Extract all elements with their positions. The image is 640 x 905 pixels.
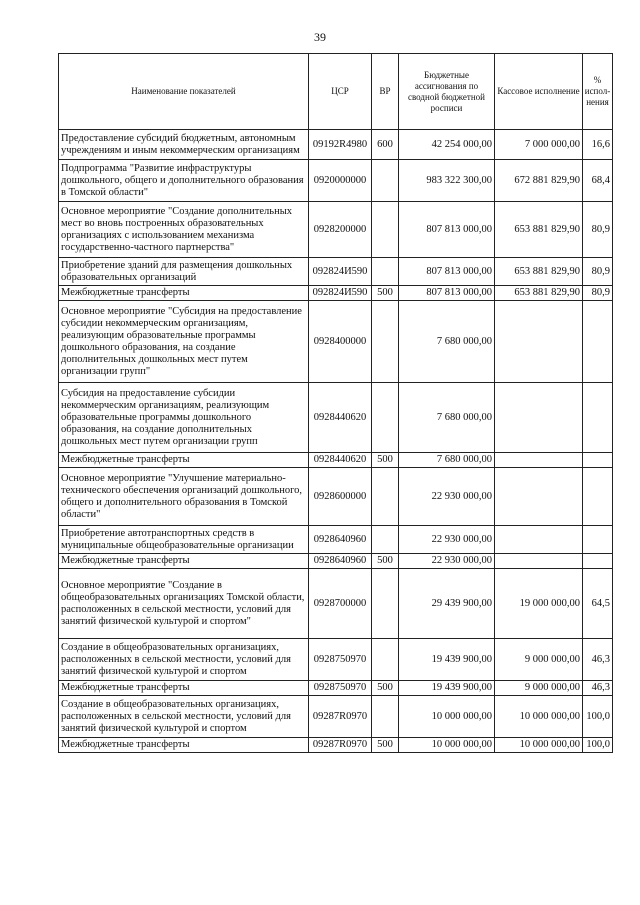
row-name: Создание в общеобразовательных организациях, расположенных в сельской местности, условий для занятий физической культурой и спортом [59,696,309,738]
row-budget: 22 930 000,00 [399,468,495,526]
row-vr [372,639,399,681]
row-budget: 19 439 900,00 [399,639,495,681]
header-budget: Бюджетные ассигнования по сводной бюджетной росписи [399,54,495,130]
table-row [59,468,613,526]
row-budget: 22 930 000,00 [399,526,495,554]
table-row [59,738,613,753]
row-pct: 46,3 [583,681,613,696]
row-cash [495,468,583,526]
row-csr: 0928750970 [309,639,372,681]
row-name: Создание в общеобразовательных организациях, расположенных в сельской местности, условий для занятий физической культурой и спортом [59,639,309,681]
row-pct [583,554,613,569]
table-header-row [59,54,613,130]
row-pct [583,468,613,526]
row-pct: 46,3 [583,639,613,681]
row-name: Основное мероприятие "Субсидия на предоставление субсидии некоммерческим организациям, реализующим образовательные программы дошкольного образования, на создание дополнительных дошкольных мест путем организации групп" [59,301,309,383]
row-name: Межбюджетные трансферты [59,286,309,301]
table-row [59,681,613,696]
row-name: Приобретение автотранспортных средств в муниципальные общеобразовательные организации [59,526,309,554]
header-csr: ЦСР [309,54,372,130]
row-cash: 653 881 829,90 [495,286,583,301]
row-budget: 807 813 000,00 [399,202,495,258]
row-vr [372,301,399,383]
row-name: Основное мероприятие "Улучшение материально-технического обеспечения организаций дошкольного, общего и дополнительного образования в Томской области" [59,468,309,526]
row-csr: 09287R0970 [309,738,372,753]
row-budget: 42 254 000,00 [399,130,495,160]
row-budget: 29 439 900,00 [399,569,495,639]
table-row [59,639,613,681]
row-cash: 672 881 829,90 [495,160,583,202]
row-csr: 0928700000 [309,569,372,639]
row-vr [372,258,399,286]
row-vr: 600 [372,130,399,160]
budget-table [58,53,613,753]
row-name: Основное мероприятие "Создание дополнительных мест во вновь построенных образовательных организациях с использованием механизма государственно-частного партнерства" [59,202,309,258]
row-csr: 09287R0970 [309,696,372,738]
row-csr: 0928440620 [309,383,372,453]
row-name: Межбюджетные трансферты [59,554,309,569]
row-pct: 68,4 [583,160,613,202]
row-pct [583,301,613,383]
row-cash [495,383,583,453]
page-number: 39 [314,30,326,44]
table-row [59,526,613,554]
row-vr [372,696,399,738]
row-vr: 500 [372,681,399,696]
row-pct [583,453,613,468]
row-cash [495,453,583,468]
row-csr: 0928640960 [309,554,372,569]
row-csr: 0928640960 [309,526,372,554]
table-row [59,202,613,258]
row-cash [495,526,583,554]
row-cash: 7 000 000,00 [495,130,583,160]
row-pct [583,383,613,453]
table-row [59,258,613,286]
row-name: Предоставление субсидий бюджетным, автономным учреждениям и иным некоммерческим организациям [59,130,309,160]
table-row [59,554,613,569]
row-budget: 7 680 000,00 [399,383,495,453]
table-row [59,383,613,453]
row-budget: 7 680 000,00 [399,453,495,468]
row-vr [372,202,399,258]
row-csr: 092824И590 [309,286,372,301]
row-budget: 22 930 000,00 [399,554,495,569]
row-name: Межбюджетные трансферты [59,738,309,753]
row-cash: 653 881 829,90 [495,202,583,258]
row-cash: 9 000 000,00 [495,639,583,681]
row-pct [583,526,613,554]
row-budget: 983 322 300,00 [399,160,495,202]
table-row [59,301,613,383]
table-row [59,569,613,639]
row-csr: 0928750970 [309,681,372,696]
row-cash: 10 000 000,00 [495,738,583,753]
row-name: Субсидия на предоставление субсидии некоммерческим организациям, реализующим образовательные программы дошкольного образования, на создание дополнительных дошкольных мест путем организации групп [59,383,309,453]
row-vr: 500 [372,286,399,301]
table-row [59,453,613,468]
row-name: Приобретение зданий для размещения дошкольных образовательных организаций [59,258,309,286]
row-budget: 10 000 000,00 [399,738,495,753]
row-vr: 500 [372,554,399,569]
row-cash [495,301,583,383]
row-pct: 80,9 [583,202,613,258]
row-csr: 0928440620 [309,453,372,468]
table-row [59,130,613,160]
row-budget: 19 439 900,00 [399,681,495,696]
row-name: Основное мероприятие "Создание в общеобразовательных организациях Томской области, расположенных в сельской местности, условий для занятий физической культурой и спортом" [59,569,309,639]
header-name: Наименование показателей [59,54,309,130]
header-vr: ВР [372,54,399,130]
table-row [59,286,613,301]
row-budget: 807 813 000,00 [399,258,495,286]
row-csr: 0928200000 [309,202,372,258]
row-csr: 0920000000 [309,160,372,202]
header-cash: Кассовое исполнение [495,54,583,130]
row-pct: 80,9 [583,258,613,286]
row-vr: 500 [372,453,399,468]
row-csr: 09192R4980 [309,130,372,160]
row-pct: 80,9 [583,286,613,301]
row-csr: 0928400000 [309,301,372,383]
row-csr: 0928600000 [309,468,372,526]
row-vr [372,160,399,202]
row-pct: 16,6 [583,130,613,160]
row-vr [372,569,399,639]
row-cash [495,554,583,569]
row-csr: 092824И590 [309,258,372,286]
row-cash: 10 000 000,00 [495,696,583,738]
table-row [59,160,613,202]
row-name: Межбюджетные трансферты [59,681,309,696]
row-budget: 807 813 000,00 [399,286,495,301]
row-budget: 10 000 000,00 [399,696,495,738]
row-cash: 653 881 829,90 [495,258,583,286]
row-pct: 100,0 [583,738,613,753]
row-name: Подпрограмма "Развитие инфраструктуры дошкольного, общего и дополнительного образования в Томской области" [59,160,309,202]
row-vr [372,468,399,526]
row-pct: 100,0 [583,696,613,738]
row-cash: 9 000 000,00 [495,681,583,696]
row-budget: 7 680 000,00 [399,301,495,383]
row-vr: 500 [372,738,399,753]
table-row [59,696,613,738]
header-pct: % испол-нения [583,54,613,130]
row-vr [372,526,399,554]
row-name: Межбюджетные трансферты [59,453,309,468]
row-pct: 64,5 [583,569,613,639]
row-cash: 19 000 000,00 [495,569,583,639]
row-vr [372,383,399,453]
